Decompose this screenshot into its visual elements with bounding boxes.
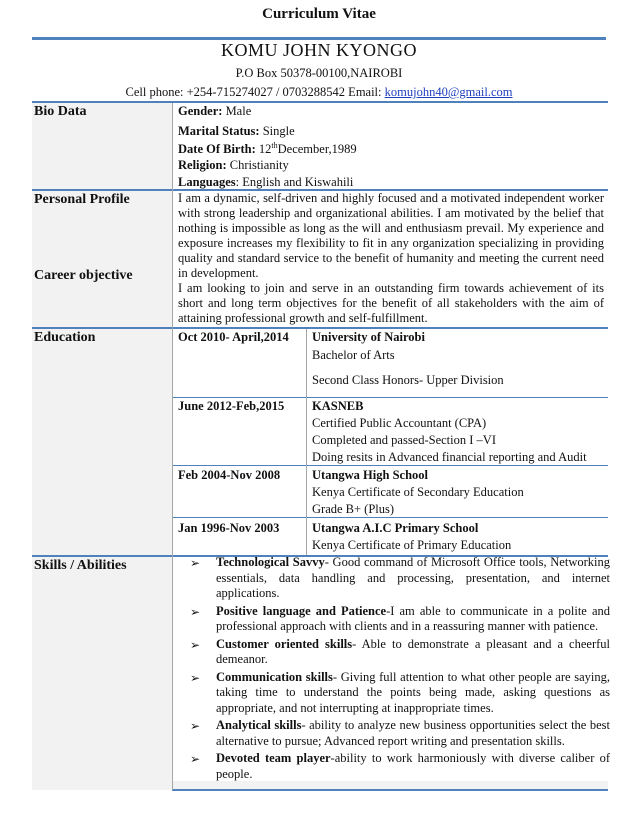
gender-line: Gender: Male	[178, 104, 252, 118]
arrow-bullet-icon: ➢	[190, 719, 201, 733]
languages-line: Languages: English and Kiswahili	[178, 175, 354, 189]
edu-detail: Certified Public Accountant (CPA)	[312, 416, 487, 430]
edu-detail: Second Class Honors- Upper Division	[312, 373, 504, 387]
edu-institution: KASNEB	[312, 399, 364, 413]
skill-item: ➢ Technological Savvy- Good command of Microsoft Office tools, Networking essentials, data handling and processing, presentation, and internet applications.	[190, 555, 610, 600]
personal-profile-text: I am a dynamic, self-driven and highly focused and a motivated independent worker with strong leadership and organizational abilities. I am motivated by the belief that nothing is impossible as long as the will and enthusiasm prevail. My experience and exposure increases my flexibility to fit in any organization specializing in providing quality and standard service to the benefit of humanity and meeting the current need in development.	[178, 191, 604, 280]
dob-line: Date Of Birth: 12thDecember,1989	[178, 141, 357, 157]
postal-address: P.O Box 50378-00100,NAIROBI	[235, 66, 403, 80]
personal-profile-label: Personal Profile	[34, 192, 130, 207]
edu-detail: Completed and passed-Section I –VI	[312, 433, 496, 447]
arrow-bullet-icon: ➢	[190, 556, 201, 570]
edu-institution: University of Nairobi	[312, 330, 425, 344]
candidate-name: KOMU JOHN KYONGO	[221, 40, 417, 60]
education-label: Education	[34, 330, 96, 345]
edu-rule-2	[172, 465, 608, 466]
table-bottom-rule	[172, 789, 608, 791]
edu-institution: Utangwa High School	[312, 468, 428, 482]
skills-list	[190, 555, 610, 784]
arrow-bullet-icon: ➢	[190, 752, 201, 766]
email-link[interactable]: komujohn40@gmail.com	[384, 85, 513, 99]
edu-date: Jan 1996-Nov 2003	[178, 521, 280, 535]
skills-label: Skills / Abilities	[34, 558, 127, 573]
edu-detail: Grade B+ (Plus)	[312, 502, 395, 516]
contact-line	[0, 85, 638, 100]
religion-line: Religion: Christianity	[178, 158, 289, 172]
profile-bottom-rule	[32, 327, 608, 329]
arrow-bullet-icon: ➢	[190, 637, 201, 652]
edu-rule-3	[172, 517, 608, 518]
arrow-bullet-icon: ➢	[190, 670, 201, 685]
edu-date: Feb 2004-Nov 2008	[178, 468, 281, 482]
table-top-rule	[32, 101, 608, 103]
skill-item: ➢ Positive language and Patience-I am able to communicate in a polite and professional approach with clients and in a reassuring manner with patience.	[190, 603, 610, 633]
edu-detail: Bachelor of Arts	[312, 348, 395, 362]
edu-date: June 2012-Feb,2015	[178, 399, 285, 413]
career-objective-text: I am looking to join and serve in an outstanding firm towards achievement of its short and long term objectives for the benefit of all stakeholders with the aim of attaining professional growth and self-fulfillment.	[178, 281, 604, 325]
skill-item: ➢ Customer oriented skills- Able to demonstrate a pleasant and a cheerful demeanor.	[190, 636, 610, 666]
skill-item: ➢ Analytical skills- ability to analyze new business opportunities select the best alternative to pursue; Advanced report writing and presentation skills.	[190, 718, 610, 748]
skill-item: ➢ Communication skills- Giving full attention to what other people are saying, taking time to understand the points being made, asking questions as appropriate, and not interrupting at inappropriate times.	[190, 669, 610, 715]
cv-title: Curriculum Vitae	[262, 6, 376, 22]
edu-column-divider	[306, 329, 307, 555]
edu-detail: Doing resits in Advanced financial reporting and Audit	[312, 450, 587, 464]
column-divider	[172, 103, 173, 790]
marital-status-line: Marital Status: Single	[178, 124, 295, 138]
edu-rule-1	[172, 397, 608, 398]
edu-institution: Utangwa A.I.C Primary School	[312, 521, 479, 535]
career-objective-label: Career objective	[34, 268, 133, 283]
contact-phone: Cell phone: +254-715274027 / 0703288542 Email:	[125, 85, 382, 99]
skill-item: ➢ Devoted team player-ability to work harmoniously with diverse caliber of people.	[190, 751, 610, 781]
edu-date: Oct 2010- April,2014	[178, 330, 289, 344]
edu-detail: Kenya Certificate of Primary Education	[312, 538, 512, 552]
arrow-bullet-icon: ➢	[190, 604, 201, 619]
bio-data-label: Bio Data	[34, 104, 87, 119]
edu-detail: Kenya Certificate of Secondary Education	[312, 485, 524, 499]
